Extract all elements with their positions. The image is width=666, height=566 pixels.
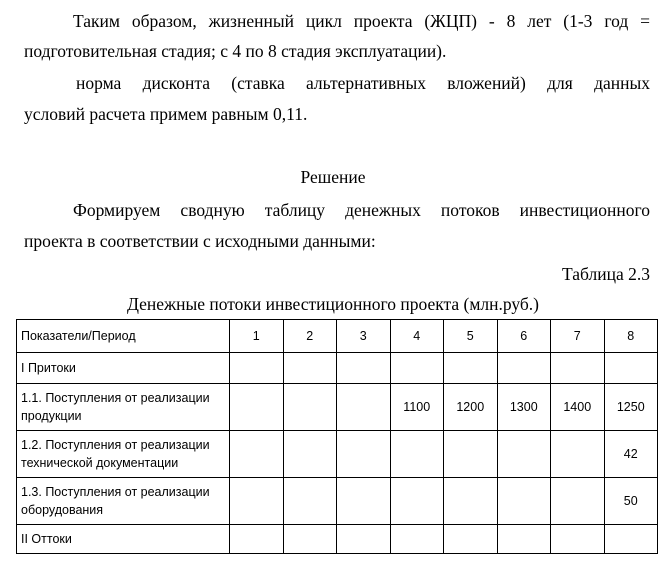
table-cell: 1200: [444, 384, 498, 431]
paragraph-discount-line2: условий расчета примем равным 0,11.: [24, 104, 308, 124]
table-cell: [337, 478, 391, 525]
table-cell: [497, 478, 551, 525]
table-cell: [390, 525, 444, 554]
header-cell: 5: [444, 320, 498, 353]
table-cell: [444, 353, 498, 384]
table-cell: [551, 353, 605, 384]
solution-heading: Решение: [300, 167, 366, 187]
table-row: [17, 478, 658, 525]
table-cell: [497, 431, 551, 478]
table-header-row: [17, 320, 658, 353]
table-cell: 1100: [390, 384, 444, 431]
paragraph-table-intro-line2: проекта в соответствии с исходными данными:: [24, 231, 376, 251]
table-row: [17, 525, 658, 554]
row-label: II Оттоки: [17, 525, 230, 554]
table-cell: [551, 431, 605, 478]
table-cell: [604, 353, 658, 384]
table-cell: [283, 353, 337, 384]
table-cell: 50: [604, 478, 658, 525]
table-cell: [283, 478, 337, 525]
row-label: 1.2. Поступления от реализации технической документации: [17, 431, 230, 478]
table-cell: [390, 353, 444, 384]
table-cell: [444, 478, 498, 525]
table-cell: [230, 384, 284, 431]
table-row: [17, 384, 658, 431]
table-cell: [444, 525, 498, 554]
table-cell: [283, 431, 337, 478]
table-cell: [444, 431, 498, 478]
table-row: [17, 353, 658, 384]
row-label: 1.3. Поступления от реализации оборудования: [17, 478, 230, 525]
table-cell: [337, 353, 391, 384]
table-cell: [230, 353, 284, 384]
header-cell: 1: [230, 320, 284, 353]
row-label: 1.1. Поступления от реализации продукции: [17, 384, 230, 431]
table-cell: [337, 525, 391, 554]
table-caption: Денежные потоки инвестиционного проекта (млн.руб.): [126, 294, 540, 314]
paragraph-lifecycle-line1: Таким образом, жизненный цикл проекта (ЖЦП) - 8 лет (1-3 год =: [73, 11, 650, 31]
table-cell: [283, 525, 337, 554]
table-cell: [337, 431, 391, 478]
header-cell: 7: [551, 320, 605, 353]
header-cell: 2: [283, 320, 337, 353]
header-cell: 4: [390, 320, 444, 353]
table-cell: [390, 478, 444, 525]
table-cell: 1250: [604, 384, 658, 431]
table-cell: 1300: [497, 384, 551, 431]
header-cell: 3: [337, 320, 391, 353]
paragraph-lifecycle-line2: подготовительная стадия; с 4 по 8 стадия эксплуатации).: [24, 41, 447, 61]
header-cell: 6: [497, 320, 551, 353]
table-number: Таблица 2.3: [562, 264, 650, 284]
table-cell: [337, 384, 391, 431]
header-cell: Показатели/Период: [17, 320, 230, 353]
paragraph-discount-line1: норма дисконта (ставка альтернативных вложений) для данных: [76, 73, 650, 93]
table-cell: [283, 384, 337, 431]
header-cell: 8: [604, 320, 658, 353]
paragraph-table-intro-line1: Формируем сводную таблицу денежных потоков инвестиционного: [73, 200, 650, 220]
table-cell: [497, 525, 551, 554]
table-cell: [390, 431, 444, 478]
table-cell: [551, 478, 605, 525]
table-cell: [497, 353, 551, 384]
table-cell: 42: [604, 431, 658, 478]
table-cell: [230, 431, 284, 478]
table-row: [17, 431, 658, 478]
table-cell: [551, 525, 605, 554]
row-label: I Притоки: [17, 353, 230, 384]
cash-flow-table: [16, 319, 658, 554]
table-cell: 1400: [551, 384, 605, 431]
table-cell: [604, 525, 658, 554]
table-cell: [230, 525, 284, 554]
table-cell: [230, 478, 284, 525]
